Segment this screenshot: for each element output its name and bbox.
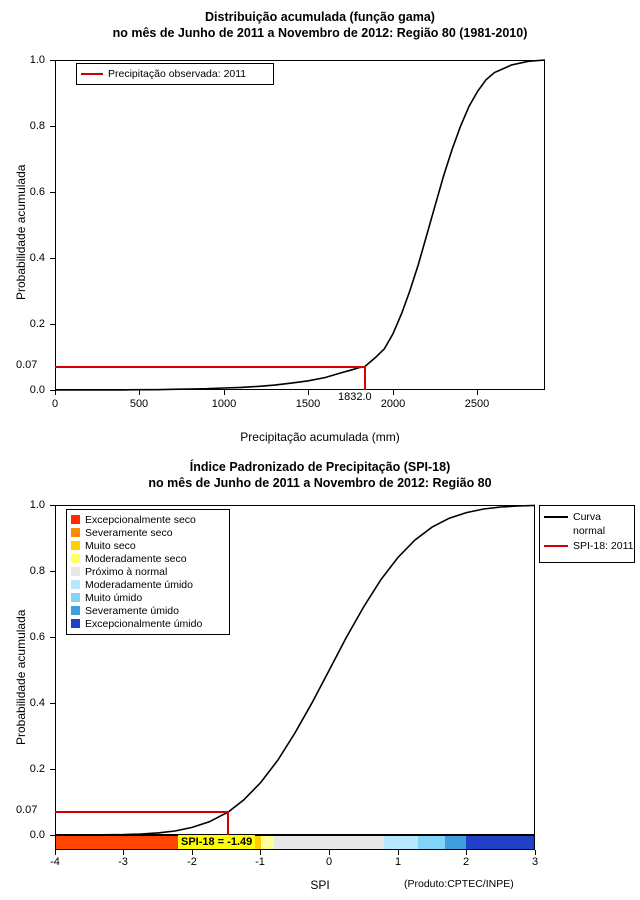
color-swatch-icon: [71, 515, 80, 524]
colorbar-seg-moderadamente-umido: [384, 836, 418, 849]
top-red-vertical-line: [364, 366, 366, 390]
legend-label: normal: [573, 525, 606, 537]
top-chart-title-line1: Distribuição acumulada (função gama): [205, 10, 435, 24]
tick-x-3b: [535, 850, 536, 855]
legend-label: Moderadamente úmido: [85, 578, 193, 591]
tick-y-08: [50, 126, 55, 127]
tick-y-06: [50, 192, 55, 193]
tick-label-y-0: 0.0: [29, 384, 45, 396]
tick-label-x-1500: 1500: [295, 398, 321, 410]
tick-label-x-1b: 1: [394, 856, 402, 868]
tick-label-y-06b: 0.6: [29, 631, 45, 643]
tick-label-y-06: 0.6: [29, 186, 45, 198]
tick-label-y-10: 1.0: [29, 54, 45, 66]
legend-label: Muito seco: [85, 539, 136, 552]
tick-x-m2: [192, 850, 193, 855]
bottom-curve-legend: [539, 505, 635, 563]
tick-y-0: [50, 390, 55, 391]
legend-item-curva-normal-line2: [540, 524, 634, 538]
bottom-chart-panel: [0, 450, 640, 900]
legend-label: Excepcionalmente úmido: [85, 617, 203, 630]
tick-label-x-m2: -2: [187, 856, 197, 868]
top-x-annotation-1832: 1832.0: [338, 391, 372, 403]
tick-label-x-m3: -3: [118, 856, 128, 868]
legend-label: SPI-18: 2011: [573, 540, 634, 552]
legend-label: Severamente seco: [85, 526, 173, 539]
tick-label-x-0b: 0: [325, 856, 333, 868]
tick-y-08b: [50, 571, 55, 572]
colorbar-seg-excepcionalmente-umido: [466, 836, 534, 849]
colorbar-seg-muito-umido: [418, 836, 445, 849]
legend-item-spi18-2011: [540, 538, 634, 554]
color-swatch-icon: [71, 541, 80, 550]
top-red-horizontal-line: [55, 366, 365, 368]
legend-item-severamente-umido: [67, 604, 229, 617]
color-swatch-icon: [71, 554, 80, 563]
tick-y-02b: [50, 769, 55, 770]
tick-x-2500: [477, 390, 478, 395]
bottom-x-axis-label: SPI: [310, 878, 330, 892]
legend-item-proximo-a-normal: [67, 565, 229, 578]
top-chart-title-line2: no mês de Junho de 2011 a Novembro de 2012: Região 80 (1981-2010): [112, 25, 528, 40]
bottom-red-vertical-line: [227, 811, 229, 835]
tick-label-y-02: 0.2: [29, 318, 45, 330]
tick-label-x-2000: 2000: [380, 398, 406, 410]
tick-label-x-0: 0: [51, 398, 59, 410]
legend-label: Muito úmido: [85, 591, 143, 604]
tick-y-04b: [50, 703, 55, 704]
tick-label-y-0b: 0.0: [29, 829, 45, 841]
color-swatch-icon: [71, 619, 80, 628]
top-x-axis-label: Precipitação acumulada (mm): [240, 430, 400, 444]
legend-label: Curva: [573, 511, 602, 523]
bottom-chart-title: [0, 460, 640, 491]
top-legend: [76, 63, 274, 85]
tick-y-10b: [50, 505, 55, 506]
bottom-chart-title-line2: no mês de Junho de 2011 a Novembro de 2012: Região 80: [148, 475, 492, 490]
tick-x-m4: [55, 850, 56, 855]
tick-label-x-3b: 3: [531, 856, 539, 868]
tick-label-y-04: 0.4: [29, 252, 45, 264]
tick-label-y-08b: 0.8: [29, 565, 45, 577]
top-y-axis-label: Probabilidade acumulada: [14, 164, 28, 300]
tick-y-06b: [50, 637, 55, 638]
tick-x-m3: [123, 850, 124, 855]
legend-label: Próximo à normal: [85, 565, 168, 578]
color-swatch-icon: [71, 593, 80, 602]
tick-label-y-08: 0.8: [29, 120, 45, 132]
tick-y-04: [50, 258, 55, 259]
tick-x-500: [139, 390, 140, 395]
spi-colorbar: [55, 835, 535, 850]
top-plot-area: [55, 60, 545, 390]
tick-label-x-2b: 2: [462, 856, 470, 868]
tick-label-y-02b: 0.2: [29, 763, 45, 775]
tick-y-0b: [50, 835, 55, 836]
legend-item-excepcionalmente-umido: [67, 617, 229, 630]
tick-x-1000: [224, 390, 225, 395]
top-chart-title: [0, 10, 640, 41]
legend-item-moderadamente-seco: [67, 552, 229, 565]
legend-item-excepcionalmente-seco: [67, 513, 229, 526]
tick-label-x-1000: 1000: [211, 398, 237, 410]
tick-x-0: [55, 390, 56, 395]
black-line-swatch-icon: [544, 516, 568, 518]
tick-label-x-500: 500: [129, 398, 149, 410]
legend-item-muito-umido: [67, 591, 229, 604]
tick-y-10: [50, 60, 55, 61]
color-swatch-icon: [71, 580, 80, 589]
legend-label: Severamente úmido: [85, 604, 179, 617]
product-credit: (Produto:CPTEC/INPE): [404, 878, 514, 890]
top-y-annotation-007: 0.07: [16, 359, 38, 371]
tick-label-x-2500: 2500: [464, 398, 490, 410]
tick-x-1500: [308, 390, 309, 395]
tick-y-02: [50, 324, 55, 325]
top-legend-label: Precipitação observada: 2011: [108, 68, 247, 80]
line-swatch-icon: [81, 73, 103, 75]
bottom-y-axis-label: Probabilidade acumulada: [14, 609, 28, 745]
red-line-swatch-icon: [544, 545, 568, 547]
tick-x-m1: [260, 850, 261, 855]
bottom-red-horizontal-line: [55, 811, 228, 813]
tick-x-2000: [393, 390, 394, 395]
colorbar-seg-severamente-umido: [445, 836, 466, 849]
tick-label-y-04b: 0.4: [29, 697, 45, 709]
bottom-chart-title-line1: Índice Padronizado de Precipitação (SPI-18): [189, 460, 451, 474]
color-swatch-icon: [71, 606, 80, 615]
color-swatch-icon: [71, 528, 80, 537]
legend-label: Moderadamente seco: [85, 552, 187, 565]
tick-x-2b: [466, 850, 467, 855]
tick-x-1b: [398, 850, 399, 855]
colorbar-seg-proximo-a-normal: [274, 836, 383, 849]
tick-label-y-10b: 1.0: [29, 499, 45, 511]
legend-item-muito-seco: [67, 539, 229, 552]
top-legend-row: [77, 64, 273, 84]
tick-label-x-m4: -4: [50, 856, 60, 868]
color-swatch-icon: [71, 567, 80, 576]
bottom-y-annotation-007: 0.07: [16, 804, 38, 816]
tick-label-x-m1: -1: [255, 856, 265, 868]
bottom-category-legend: [66, 509, 230, 635]
legend-item-moderadamente-umido: [67, 578, 229, 591]
spi-value-badge: SPI-18 = -1.49: [178, 835, 255, 849]
legend-item-curva-normal: [540, 510, 634, 524]
legend-label: Excepcionalmente seco: [85, 513, 196, 526]
colorbar-seg-moderadamente-seco: [261, 836, 275, 849]
tick-x-0b: [329, 850, 330, 855]
legend-item-severamente-seco: [67, 526, 229, 539]
colorbar-seg-excepcionalmente-seco: [56, 836, 193, 849]
